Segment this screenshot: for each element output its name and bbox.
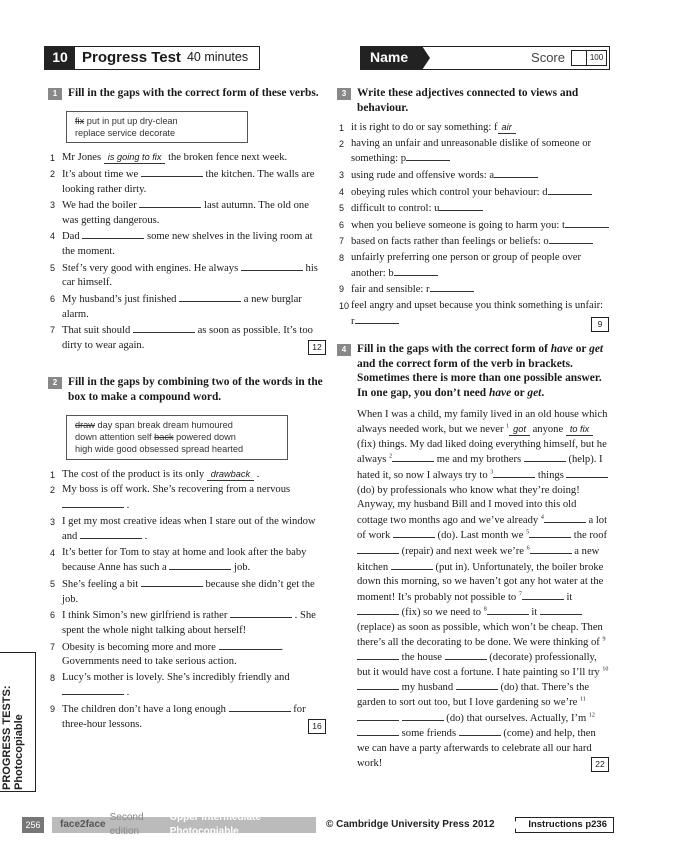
answer-gap[interactable] <box>357 650 399 660</box>
answer-gap[interactable] <box>62 685 124 695</box>
item-text: I think Simon’s new girlfriend is rather <box>62 610 230 622</box>
item-text: a new burglar alarm. <box>62 293 302 320</box>
item-text: using rude and offensive words: a <box>351 170 495 182</box>
item-number: 4 <box>50 231 56 242</box>
item-text: for three-hour lessons. <box>62 703 306 730</box>
answer-gap[interactable] <box>357 711 399 721</box>
exercise-instruction: Fill in the gaps by combining two of the words in the box to make a compound word. <box>68 376 323 403</box>
item-number: 3 <box>50 516 56 527</box>
item-text: when you believe someone is going to harm you: t <box>351 219 565 231</box>
answer-gap[interactable] <box>522 590 564 600</box>
item-text: . Governments need to take serious action. <box>62 641 284 668</box>
marks-box: 22 <box>591 757 609 772</box>
item-number: 8 <box>50 672 56 683</box>
footer-brand-bar <box>52 812 316 837</box>
item-text: . She spent the whole night talking about herself! <box>62 610 316 636</box>
item-text: Obesity is becoming more and more <box>62 641 219 653</box>
test-duration: 40 minutes <box>186 50 249 65</box>
item-text: having an unfair and unreasonable dislike of someone or something: p <box>351 137 592 165</box>
item-number: 5 <box>50 579 56 590</box>
item-text: I get my most creative ideas when I stare out of the window and <box>62 515 316 543</box>
item-text: fair and sensible: r <box>351 284 430 296</box>
answer-gap[interactable] <box>357 726 399 736</box>
answer-gap[interactable] <box>406 151 450 161</box>
item-number: 6 <box>50 610 56 621</box>
answer-gap[interactable] <box>445 650 487 660</box>
example-word: fix <box>75 115 85 126</box>
side-tab-label: PROGRESS TESTS: Photocopiable <box>1 685 25 790</box>
exercise-item <box>48 640 326 670</box>
answer-gap[interactable] <box>524 452 566 462</box>
level-label: Upper Intermediate Photocopiable <box>169 812 261 837</box>
item-text: as soon as possible. It’s too dirty to wear again. <box>62 325 313 351</box>
answer-gap[interactable] <box>566 468 608 478</box>
example-answer: is going to fix <box>104 152 166 164</box>
score-total: 100 <box>587 50 607 66</box>
exercise-number: 1 <box>48 88 62 100</box>
answer-gap[interactable] <box>394 266 438 276</box>
example-word: draw <box>75 419 95 430</box>
item-number: 4 <box>339 186 345 197</box>
instructions-reference: Instructions p236 <box>515 817 614 833</box>
exercise-4 <box>337 342 609 772</box>
item-number: 6 <box>339 219 345 230</box>
name-label: Name <box>360 46 422 70</box>
answer-gap[interactable] <box>459 726 501 736</box>
item-number: 8 <box>339 253 345 264</box>
exercise-item <box>337 121 609 136</box>
exercise-item <box>48 468 326 483</box>
item-number: 1 <box>339 123 345 134</box>
exercise-number: 3 <box>337 88 351 100</box>
item-number: 10 <box>339 300 350 311</box>
item-text: She’s feeling a bit <box>62 579 141 591</box>
item-number: 3 <box>50 200 56 211</box>
item-text: last autumn. The old one was getting dangerous. <box>62 200 309 226</box>
copyright: © Cambridge University Press 2012 <box>326 819 495 831</box>
item-text: obeying rules which control your behaviour: d <box>351 186 548 198</box>
exercise-item <box>337 282 609 298</box>
item-text: some new shelves in the living room at the moment. <box>62 231 313 258</box>
item-text: It’s better for Tom to stay at home and look after the baby because Anne has such a <box>62 546 307 574</box>
item-text: We had the boiler <box>62 200 140 212</box>
exercise-items <box>48 468 326 732</box>
item-number: 2 <box>339 138 345 149</box>
item-text: That suit should <box>62 325 133 337</box>
answer-gap[interactable] <box>393 528 435 538</box>
answer-gap[interactable] <box>355 314 399 324</box>
item-number: 1 <box>50 469 56 480</box>
example-answer: drawback <box>207 469 254 481</box>
item-number: 2 <box>50 485 56 496</box>
answer-gap[interactable] <box>80 529 142 539</box>
marks-box: 9 <box>591 317 609 332</box>
brand-name: face2face <box>60 819 106 831</box>
answer-gap[interactable] <box>540 605 582 615</box>
answer-gap[interactable] <box>548 185 592 195</box>
item-number: 2 <box>50 169 56 180</box>
example-answer: to fix <box>566 424 593 436</box>
page-footer <box>22 812 614 837</box>
item-text: job. <box>231 562 251 574</box>
item-number: 1 <box>50 153 56 164</box>
test-title: Progress Test <box>82 48 181 66</box>
exercise-item <box>337 201 609 217</box>
test-header <box>44 46 260 70</box>
exercise-items <box>48 151 326 353</box>
answer-gap[interactable] <box>402 711 444 721</box>
item-text: unfairly preferring one person or group of people over another: b <box>351 252 582 279</box>
item-text: Lucy’s mother is lovely. She’s incredibly friendly and <box>62 671 290 683</box>
page-number: 256 <box>22 817 44 833</box>
answer-gap[interactable] <box>139 198 201 208</box>
answer-gap[interactable] <box>487 605 529 615</box>
exercise-1 <box>48 86 326 355</box>
name-score-header <box>360 46 610 70</box>
score-field[interactable] <box>571 50 587 66</box>
item-number: 7 <box>50 641 56 652</box>
item-number: 9 <box>339 284 345 295</box>
answer-gap[interactable] <box>230 608 292 618</box>
exercise-3 <box>337 86 609 332</box>
item-text: . <box>124 500 130 512</box>
item-text: Stef’s very good with engines. He always <box>62 262 241 274</box>
example-answer: got <box>509 424 530 436</box>
item-number: 7 <box>50 325 56 336</box>
exercise-number: 4 <box>337 344 351 356</box>
exercise-item <box>337 137 609 167</box>
edition-label: Second edition <box>109 812 144 837</box>
exercise-item <box>48 483 326 513</box>
item-text: difficult to control: u <box>351 203 440 215</box>
exercise-item <box>48 229 326 259</box>
item-number: 5 <box>339 203 345 214</box>
answer-gap[interactable] <box>133 323 195 333</box>
answer-gap[interactable] <box>493 468 535 478</box>
exercise-item <box>48 167 326 197</box>
item-text: because she didn’t get the job. <box>62 579 315 605</box>
item-text: The children don’t have a long enough <box>62 703 229 715</box>
gap-fill-passage: When I was a child, my family lived in an old house which always needed work, but we never $^1$ got anyone to fix (fix) things. My dad liked doing everything himself, but he always $^2$ me and my brothers (help). I hated it, so now I always try to $^3$ things (do) by professionals who know what they’re doing! Anyway, my husband Bill and I moved into this old cottage two months ago and we’ve already $^4$ a lot of work (do). Last month we $^5$ the roof (repair) and next week we’re $^6$ a new kitchen (put in). Unfortunately, the boiler broke down this morning, so we haven’t got any hot water at the moment! It’s probably not possible to $^7$ it (fix) so we need to $^8$ it (replace) as soon as possible, which won’t be cheap. Then there’s all the decorating to be done. We were thinking of $^9$ the house (decorate) professionally, but it would have cost a fortune. I hate painting so I’ll try $^{10}$ my husband (do) that. There’s the garden to sort out too, but I love gardening so we’re $^{11}$ (do) that ourselves. Actually, I’m $^{12}$ some friends (come) and help, then we can have a party afterwards to celebrate all our hard work! <box>357 409 609 769</box>
exercise-instruction: Fill in the gaps with the correct form of these verbs. <box>68 87 319 99</box>
exercise-item <box>337 251 609 281</box>
item-text: . <box>141 531 148 543</box>
answer-gap[interactable] <box>82 229 144 239</box>
item-number: 3 <box>339 170 345 181</box>
exercise-item <box>48 151 326 166</box>
exercise-item <box>48 261 326 291</box>
exercise-item <box>48 546 326 576</box>
item-text: It’s about time we <box>62 169 141 181</box>
item-text: Mr Jones <box>62 152 104 164</box>
exercise-item <box>337 234 609 250</box>
answer-gap[interactable] <box>430 282 474 292</box>
item-number: 4 <box>50 547 56 558</box>
exercise-item <box>48 323 326 353</box>
item-text: based on facts rather than feelings or beliefs: o <box>351 236 549 248</box>
answer-gap[interactable] <box>529 528 571 538</box>
answer-gap[interactable] <box>241 261 303 271</box>
answer-gap[interactable] <box>219 640 281 650</box>
score-label: Score <box>531 50 565 66</box>
answer-gap[interactable] <box>357 544 399 554</box>
answer-gap[interactable] <box>141 577 203 587</box>
left-column <box>48 86 326 734</box>
answer-gap[interactable] <box>229 702 291 712</box>
exercise-item <box>48 515 326 545</box>
exercise-2 <box>48 375 326 734</box>
exercise-item <box>48 577 326 607</box>
item-text: his car himself. <box>62 262 318 289</box>
exercise-item <box>48 671 326 701</box>
answer-gap[interactable] <box>544 513 586 523</box>
item-text: feel angry and upset because you think something is unfair: r <box>351 299 604 327</box>
answer-gap[interactable] <box>439 201 483 211</box>
exercise-instruction: Write these adjectives connected to views and behaviour. <box>357 87 579 114</box>
item-number: 5 <box>50 262 56 273</box>
exercise-item <box>48 292 326 322</box>
word-box: draw day span break dream humoured down attention self back powered down high wide good obsessed spread hearted <box>66 415 288 460</box>
answer-gap[interactable] <box>565 218 609 228</box>
item-text: . <box>124 687 130 699</box>
item-text: it is right to do or say something: f <box>351 122 498 134</box>
item-text: the kitchen. The walls are looking rather dirty. <box>62 169 315 195</box>
exercise-instruction: Fill in the gaps with the correct form of have or get and the correct form of the verb in brackets. Sometimes there is more than one possible answer. In one gap, you don’t need have or get. <box>357 343 604 399</box>
marks-box: 12 <box>308 340 326 355</box>
marks-box: 16 <box>308 719 326 734</box>
exercise-items <box>337 121 609 329</box>
exercise-item <box>48 198 326 228</box>
answer-gap[interactable] <box>549 234 593 244</box>
exercise-item <box>337 218 609 234</box>
item-text: Dad <box>62 231 83 243</box>
example-answer: air <box>498 122 516 134</box>
answer-gap[interactable] <box>179 292 241 302</box>
exercise-number: 2 <box>48 377 62 389</box>
answer-gap[interactable] <box>392 452 434 462</box>
answer-gap[interactable] <box>456 680 498 690</box>
exercise-item <box>337 299 609 329</box>
exercise-item <box>48 608 326 638</box>
answer-gap[interactable] <box>530 544 572 554</box>
answer-gap[interactable] <box>169 560 231 570</box>
answer-gap[interactable] <box>494 168 538 178</box>
exercise-item <box>337 185 609 201</box>
item-number: 9 <box>50 703 56 714</box>
item-text: the broken fence next week. <box>165 152 288 164</box>
right-column <box>337 86 609 772</box>
item-text: . <box>254 468 260 480</box>
word-box: fix put in put up dry-clean replace service decorate <box>66 111 248 144</box>
answer-gap[interactable] <box>391 560 433 570</box>
exercise-item <box>337 168 609 184</box>
example-word: back <box>154 431 174 442</box>
item-text: My boss is off work. She’s recovering from a nervous <box>62 484 291 496</box>
item-number: 6 <box>50 293 56 304</box>
answer-gap[interactable] <box>141 167 203 177</box>
answer-gap[interactable] <box>62 498 124 508</box>
answer-gap[interactable] <box>357 680 399 690</box>
answer-gap[interactable] <box>357 605 399 615</box>
item-text: The cost of the product is its only <box>62 468 207 480</box>
item-number: 7 <box>339 236 345 247</box>
item-text: My husband’s just finished <box>62 293 180 305</box>
exercise-item <box>48 702 326 732</box>
test-number: 10 <box>45 47 75 69</box>
